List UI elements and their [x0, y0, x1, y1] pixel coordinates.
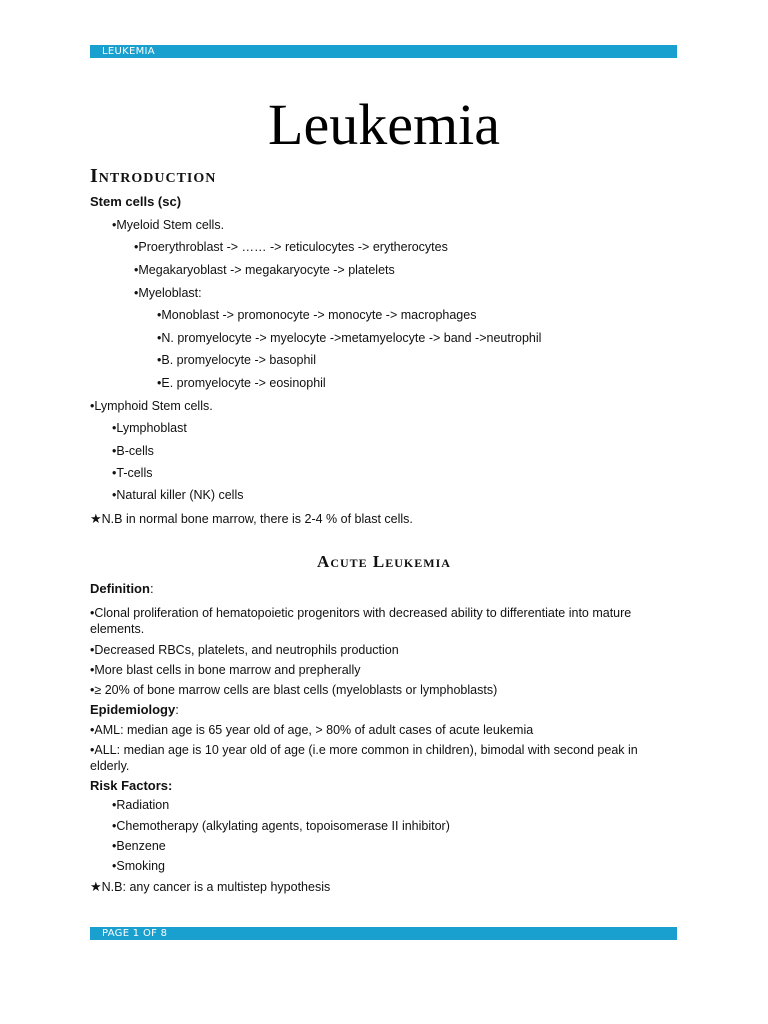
star-icon: ★: [90, 511, 102, 526]
b-cells-item: •B-cells: [112, 444, 154, 458]
risk-factor-3: •Benzene: [112, 839, 166, 853]
definition-item-3: •More blast cells in bone marrow and prepherally: [90, 663, 361, 677]
risk-factor-4: •Smoking: [112, 859, 166, 873]
definition-item-1: •Clonal proliferation of hematopoietic progenitors with decreased ability to differentiate into mature elements.: [90, 606, 632, 636]
neutrophil-lineage: •N. promyelocyte -> myelocyte ->metamyelocyte -> band ->neutrophil: [157, 331, 542, 345]
risk-factor-2: •Chemotherapy (alkylating agents, topoisomerase II inhibitor): [112, 819, 450, 833]
multistep-note: [90, 879, 330, 895]
epidemiology-item-2: •ALL: median age is 10 year old of age (i.e more common in children), bimodal with second peak in elderly.: [90, 743, 638, 773]
running-header-label: LEUKEMIA: [102, 46, 155, 57]
blast-cells-note: [90, 511, 413, 527]
lymphoblast-item: •Lymphoblast: [112, 421, 187, 435]
epidemiology-colon: :: [175, 702, 179, 717]
definition-label: Definition: [90, 581, 150, 596]
page-number: PAGE 1 OF 8: [102, 928, 168, 939]
risk-factor-1: •Radiation: [112, 798, 170, 812]
megakaryocyte-lineage: •Megakaryoblast -> megakaryocyte -> platelets: [134, 263, 395, 277]
definition-colon: :: [149, 581, 154, 596]
note-text: N.B: any cancer is a multistep hypothesis: [101, 880, 331, 894]
note-text: N.B in normal bone marrow, there is 2-4 % of blast cells.: [101, 512, 413, 526]
stem-cells-heading: Stem cells (sc): [90, 194, 182, 209]
monocyte-lineage: •Monoblast -> promonocyte -> monocyte -> macrophages: [157, 308, 477, 322]
page-footer: [90, 927, 677, 940]
epidemiology-item-1: •AML: median age is 65 year old of age, > 80% of adult cases of acute leukemia: [90, 723, 534, 737]
epidemiology-label: Epidemiology: [90, 702, 176, 717]
acute-leukemia-heading: Acute Leukemia: [317, 552, 451, 571]
myeloid-stem-cells: •Myeloid Stem cells.: [112, 218, 225, 232]
t-cells-item: •T-cells: [112, 466, 153, 480]
erythroid-lineage: •Proerythroblast -> …… -> reticulocytes -> erytherocytes: [134, 240, 448, 254]
page-title: Leukemia: [268, 92, 500, 157]
star-icon: ★: [90, 879, 102, 894]
definition-item-4: •≥ 20% of bone marrow cells are blast cells (myeloblasts or lymphoblasts): [90, 683, 498, 697]
running-header: [90, 45, 677, 58]
myeloblast-item: •Myeloblast:: [134, 286, 202, 300]
eosinophil-lineage: •E. promyelocyte -> eosinophil: [157, 376, 326, 390]
lymphoid-stem-cells: •Lymphoid Stem cells.: [90, 399, 213, 413]
introduction-heading: Introduction: [90, 165, 217, 187]
definition-item-2: •Decreased RBCs, platelets, and neutrophils production: [90, 643, 399, 657]
risk-factors-heading: Risk Factors:: [90, 778, 173, 793]
nk-cells-item: •Natural killer (NK) cells: [112, 488, 244, 502]
epidemiology-heading: [90, 702, 179, 717]
definition-heading: [90, 581, 154, 596]
basophil-lineage: •B. promyelocyte -> basophil: [157, 353, 316, 367]
